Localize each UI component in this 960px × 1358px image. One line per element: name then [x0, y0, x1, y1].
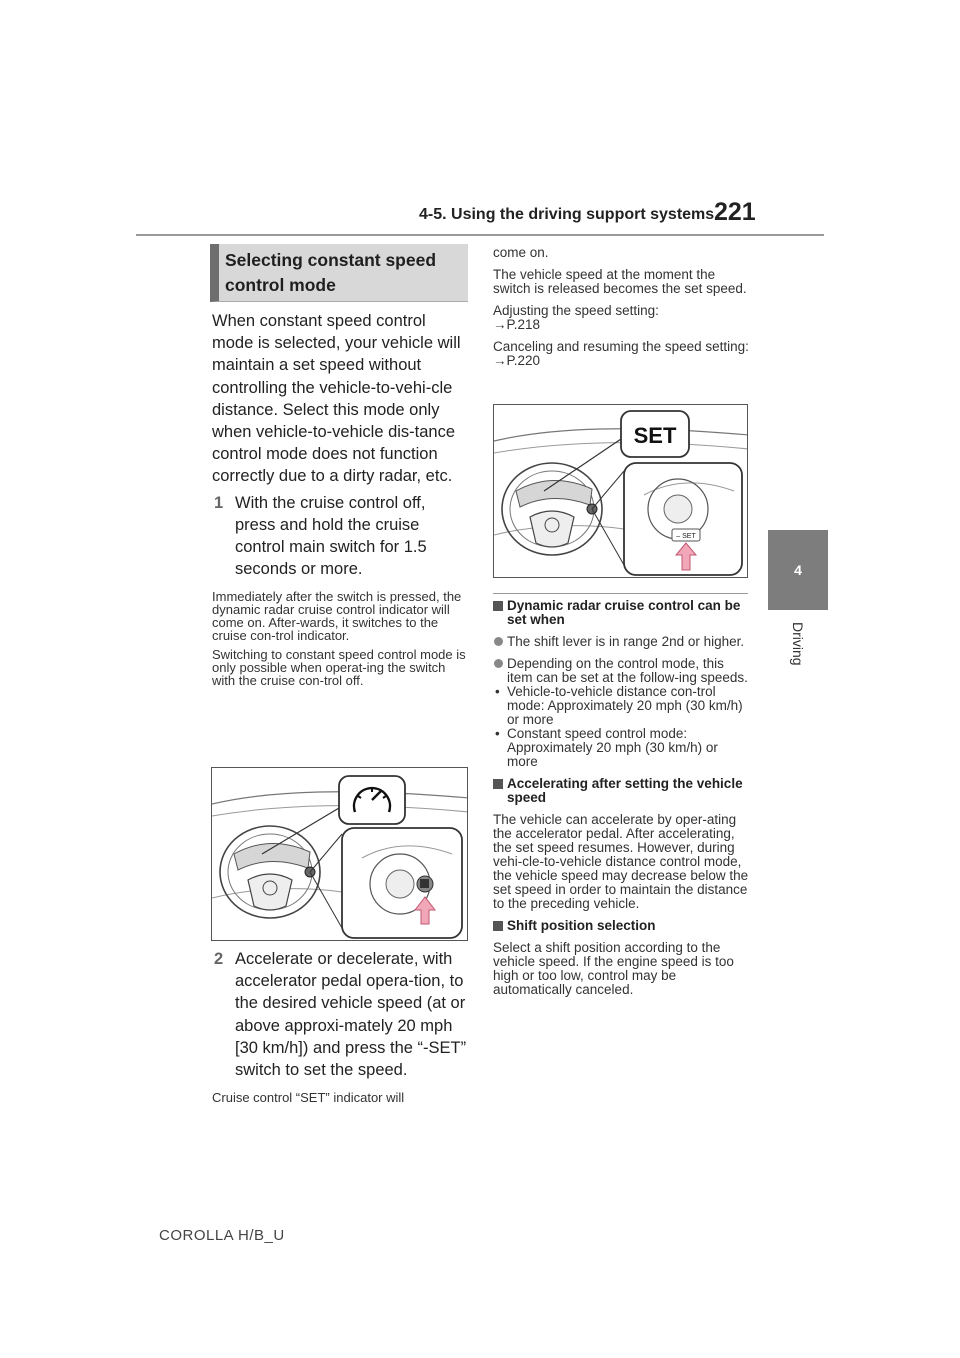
- step-2-text: Accelerate or decelerate, with accelerator pedal opera-tion, to the desired vehicle speed (at or above approxi-mately 20 mph [30 km/h]) and press the “-SET” switch to set the speed.: [235, 950, 467, 1080]
- set-callout-label: SET: [633, 423, 677, 448]
- cancel-resume-ref: Canceling and resuming the speed setting: →P.220: [493, 339, 749, 368]
- subheading-shift-position: Shift position selection: [493, 919, 750, 933]
- subheading-accelerating: Accelerating after setting the vehicle speed: [493, 777, 750, 805]
- step-2-number: 2: [214, 950, 224, 968]
- page-number: 221: [714, 198, 756, 226]
- section-heading-box: [210, 244, 468, 302]
- set-speed-paragraph: The vehicle speed at the moment the switch is released becomes the set speed.: [493, 267, 747, 296]
- subheading-can-be-set: Dynamic radar cruise control can be set when: [493, 599, 750, 627]
- adjust-speed-ref: [493, 304, 750, 332]
- section-title: 4-5. Using the driving support systems: [419, 206, 715, 223]
- chapter-label: Driving: [790, 622, 806, 666]
- dash-constant-mode: • Constant speed control mode: Approximately 20 mph (30 km/h) or more: [493, 727, 750, 769]
- shift-position-paragraph: Select a shift position according to the vehicle speed. If the engine speed is too high or too low, control may be automatically canceled.: [493, 940, 734, 997]
- note-set-indicator: Cruise control “SET” indicator will: [212, 1090, 405, 1106]
- right-column-lower: [493, 599, 750, 997]
- left-column-lower: [212, 948, 468, 1104]
- right-divider: [493, 593, 748, 594]
- adjust-speed-link: →P.218: [493, 317, 541, 332]
- step-2: [212, 948, 468, 1081]
- continuation-come-on: come on.: [493, 245, 549, 260]
- accelerating-paragraph: The vehicle can accelerate by oper-ating the accelerator pedal. After accelerating, the set speed resumes. However, during vehi-cle-to-vehicle distance control mode, the vehicle speed may decrease below the set speed in order to maintain the distance to the preceding vehicle.: [493, 812, 749, 911]
- set-switch-illustration: [494, 405, 748, 578]
- step-1-text: With the cruise control off, press and hold the cruise control main switch for 1.5 seconds or more.: [235, 493, 427, 579]
- right-column-upper: [493, 246, 750, 368]
- chapter-number: 4: [794, 562, 802, 578]
- page-header: [0, 0, 960, 240]
- header-divider: [136, 234, 824, 236]
- left-column: [212, 310, 468, 687]
- section-heading: Selecting constant speed control mode: [225, 250, 437, 295]
- cruise-main-switch-illustration: [212, 768, 468, 941]
- dash-distance-mode: • Vehicle-to-vehicle distance con-trol mode: Approximately 20 mph (30 km/h) or more: [493, 685, 750, 727]
- step-1-number: 1: [214, 493, 224, 512]
- footer-model: COROLLA H/B_U: [159, 1227, 285, 1244]
- chapter-label-container: [786, 622, 810, 702]
- set-switch-label: – SET: [676, 533, 696, 540]
- chapter-tab: [768, 530, 828, 610]
- figure-cruise-main-switch: [211, 767, 468, 941]
- note-switching: Switching to constant speed control mode is only possible when operat-ing the switch with the cruise con-trol off.: [212, 647, 466, 689]
- note-indicator: Immediately after the switch is pressed, the dynamic radar cruise control indicator will come on. After-wards, it switches to the cruise con-trol indicator.: [212, 589, 462, 644]
- bullet-shift-lever: The shift lever is in range 2nd or higher.: [493, 635, 750, 649]
- intro-paragraph: When constant speed control mode is selected, your vehicle will maintain a set speed without controlling the vehicle-to-vehi-cle distance. Select this mode only when vehicle-to-vehicle dis-tance control mode does not function correctly due to a dirty radar, etc.: [212, 312, 461, 486]
- figure-set-switch: [493, 404, 748, 578]
- step-1: [212, 492, 468, 581]
- bullet-control-mode: Depending on the control mode, this item can be set at the follow-ing speeds.: [493, 657, 750, 685]
- adjust-speed-label: Adjusting the speed setting:: [493, 303, 659, 318]
